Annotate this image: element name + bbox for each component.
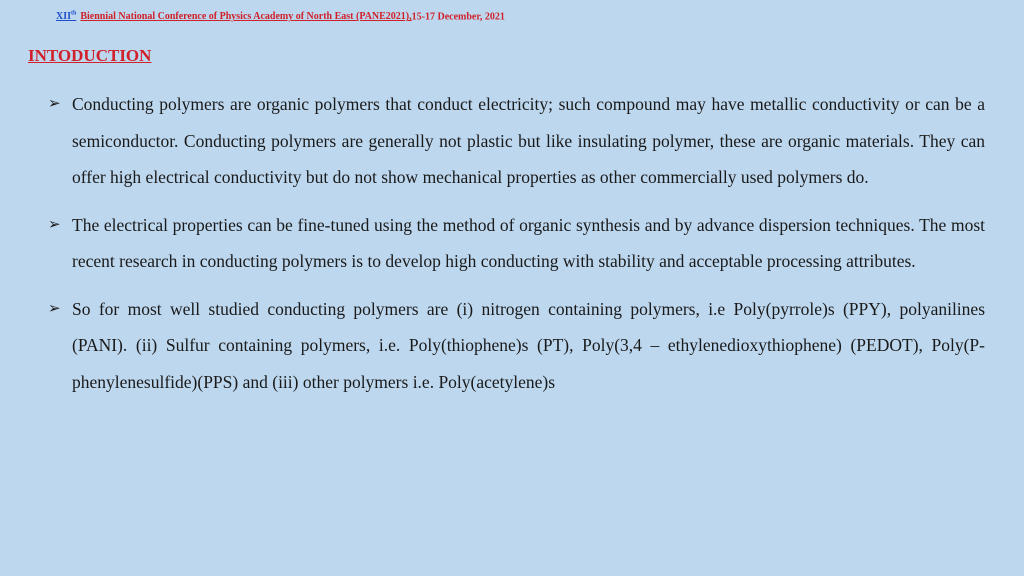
conference-date: 15-17 December, 2021 — [411, 11, 505, 23]
bullet-list — [48, 86, 985, 411]
conference-name: Biennial National Conference of Physics Academy of North East (PANE2021), — [80, 11, 412, 23]
bullet-item-studied-polymers — [48, 291, 985, 401]
bullet-text: So for most well studied conducting polymers are (i) nitrogen containing polymers, i.e Poly(pyrrole)s (PPY), polyanilines (PANI). (ii) Sulfur containing polymers, i.e. Poly(thiophene)s (PT), Poly(3,4 – ethylenedioxythiophene) (PEDOT), Poly(P-phenylenesulfide)(PPS) and (iii) other polymers i.e. Poly(acetylene)s — [72, 298, 985, 392]
arrow-bullet-icon: ➢ — [48, 300, 61, 317]
bullet-text: Conducting polymers are organic polymers that conduct electricity; such compound may have metallic conductivity or can be a semiconductor. Conducting polymers are generally not plastic but like insulating polymer, these are organic materials. They can offer high electrical conductivity but do not show mechanical properties as other commercially used polymers do. — [72, 94, 985, 187]
section-title: INTODUCTION — [28, 46, 152, 65]
bullet-text: The electrical properties can be fine-tuned using the method of organic synthesis and by advance dispersion techniques. The most recent research in conducting polymers is to develop high conducting with stability and acceptable processing attributes. — [72, 214, 985, 271]
bullet-item-electrical-properties — [48, 207, 985, 280]
arrow-bullet-icon: ➢ — [48, 96, 61, 112]
bullet-item-conducting-polymers — [48, 86, 985, 196]
conference-edition: XIIth — [56, 11, 77, 23]
arrow-bullet-icon: ➢ — [48, 216, 61, 233]
conference-header — [56, 11, 505, 22]
edition-suffix: th — [71, 11, 77, 17]
